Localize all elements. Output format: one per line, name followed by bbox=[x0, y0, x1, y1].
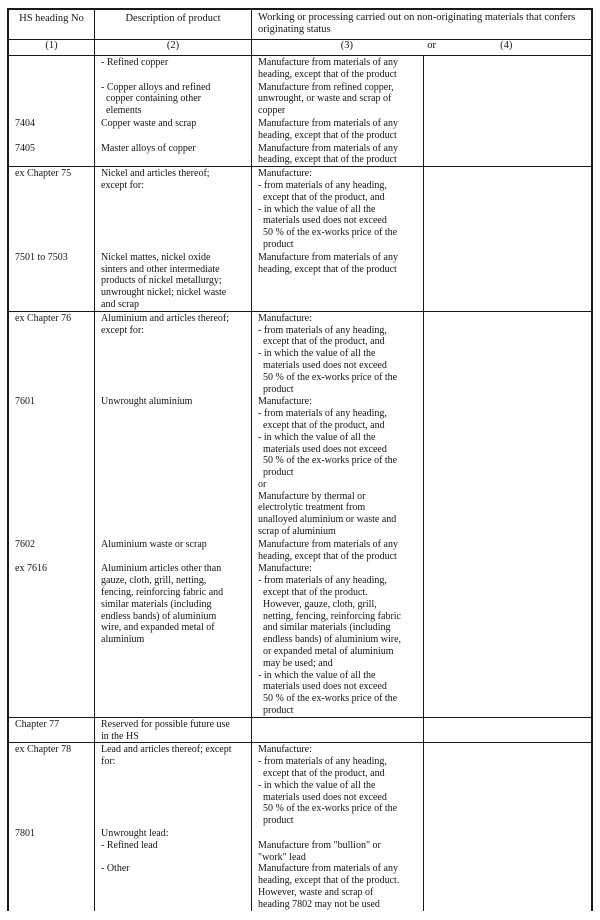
working-processing-cell bbox=[252, 56, 424, 81]
description-cell bbox=[95, 395, 252, 538]
text-line: copper bbox=[258, 105, 286, 117]
description-cell bbox=[95, 562, 252, 716]
working-processing-cell bbox=[252, 167, 424, 251]
text-line: - from materials of any heading, bbox=[258, 324, 387, 336]
column-4-cell bbox=[424, 142, 591, 167]
hs-heading-cell: Chapter 77 bbox=[9, 718, 95, 743]
table-row bbox=[9, 718, 591, 743]
text-line: products of nickel metallurgy; bbox=[101, 275, 222, 287]
column-4-cell bbox=[424, 312, 591, 396]
column-4-cell bbox=[424, 562, 591, 716]
table-section bbox=[9, 742, 591, 910]
text-line: product bbox=[258, 815, 294, 827]
column-4-cell bbox=[424, 81, 591, 117]
table-row bbox=[9, 251, 591, 311]
text-line: unwrought nickel; nickel waste bbox=[101, 287, 227, 299]
table-section bbox=[9, 166, 591, 311]
text-line: Copper waste and scrap bbox=[101, 117, 197, 129]
table-row bbox=[9, 743, 591, 827]
text-line: - in which the value of all the bbox=[258, 431, 376, 443]
text-line: heading, except that of the product. bbox=[258, 875, 400, 887]
hs-heading-cell: 7601 bbox=[9, 395, 95, 538]
text-line: heading, except that of the product bbox=[258, 154, 397, 166]
working-processing-cell bbox=[252, 827, 424, 911]
column-number-3: (3) bbox=[340, 40, 354, 51]
text-line: - from materials of any heading, bbox=[258, 575, 387, 587]
text-line: unalloyed aluminium or waste and bbox=[258, 514, 397, 526]
text-line: scrap of aluminium bbox=[258, 526, 336, 538]
text-line: heading, except that of the product bbox=[258, 263, 397, 275]
header-description-of-product: Description of product bbox=[95, 10, 252, 39]
text-line: Nickel mattes, nickel oxide bbox=[101, 251, 211, 263]
table-body bbox=[9, 56, 591, 911]
text-line: except that of the product. bbox=[258, 587, 368, 599]
description-cell bbox=[95, 743, 252, 827]
description-cell bbox=[95, 718, 252, 743]
text-line: Manufacture from materials of any bbox=[258, 57, 398, 68]
text-line: except for: bbox=[101, 324, 145, 336]
description-cell bbox=[95, 117, 252, 142]
text-line: fencing, reinforcing fabric and bbox=[101, 587, 224, 599]
text-line: Master alloys of copper bbox=[101, 142, 196, 154]
table-row bbox=[9, 562, 591, 716]
table-row bbox=[9, 81, 591, 117]
text-line: heading, except that of the product bbox=[258, 68, 397, 80]
working-processing-cell bbox=[252, 142, 424, 167]
working-processing-cell bbox=[252, 251, 424, 311]
text-line: except that of the product, and bbox=[258, 419, 385, 431]
text-line: - in which the value of all the bbox=[258, 203, 376, 215]
text-line: 50 % of the ex-works price of the bbox=[258, 455, 398, 467]
column-4-cell bbox=[424, 538, 591, 563]
text-line: Aluminium and articles thereof; bbox=[101, 312, 230, 324]
table-section bbox=[9, 311, 591, 717]
working-processing-cell bbox=[252, 743, 424, 827]
table-row bbox=[9, 395, 591, 538]
text-line: Manufacture from materials of any bbox=[258, 142, 398, 154]
column-number-2: (2) bbox=[95, 40, 252, 55]
text-line: heading 7802 may not be used bbox=[258, 898, 380, 910]
text-line: 50 % of the ex-works price of the bbox=[258, 803, 398, 815]
text-line bbox=[101, 852, 247, 864]
origin-rules-table bbox=[7, 8, 593, 911]
text-line: materials used does not exceed bbox=[258, 215, 387, 227]
column-4-cell bbox=[424, 56, 591, 81]
text-line: copper containing other bbox=[101, 93, 201, 105]
working-processing-cell bbox=[252, 562, 424, 716]
column-4-cell bbox=[424, 743, 591, 827]
text-line: aluminium bbox=[101, 634, 145, 646]
text-line: - Refined copper bbox=[101, 57, 169, 68]
text-line: Manufacture: bbox=[258, 168, 312, 180]
working-processing-cell bbox=[252, 117, 424, 142]
text-line: Manufacture from materials of any bbox=[258, 538, 398, 550]
header-hs-heading-no: HS heading No bbox=[9, 10, 95, 39]
text-line: similar materials (including bbox=[101, 598, 212, 610]
column-number-1: (1) bbox=[9, 40, 95, 55]
column-4-cell bbox=[424, 117, 591, 142]
text-line: - in which the value of all the bbox=[258, 779, 376, 791]
text-line: except that of the product, and bbox=[258, 336, 385, 348]
table-row bbox=[9, 117, 591, 142]
text-line: heading, except that of the product bbox=[258, 550, 397, 562]
table-section bbox=[9, 717, 591, 743]
text-line: materials used does not exceed bbox=[258, 681, 387, 693]
text-line: Manufacture from materials of any bbox=[258, 117, 398, 129]
text-line: unwrought, or waste and scrap of bbox=[258, 93, 392, 105]
table-row bbox=[9, 312, 591, 396]
description-cell bbox=[95, 167, 252, 251]
text-line: endless bands) of aluminium wire, bbox=[258, 634, 402, 646]
column-number-or: or bbox=[427, 40, 437, 51]
working-processing-cell bbox=[252, 395, 424, 538]
description-cell bbox=[95, 538, 252, 563]
text-line: except that of the product, and bbox=[258, 768, 385, 780]
description-cell bbox=[95, 56, 252, 81]
text-line: and similar materials (including bbox=[258, 622, 391, 634]
text-line: Aluminium articles other than bbox=[101, 563, 222, 575]
text-line: Manufacture: bbox=[258, 396, 312, 408]
text-line: or expanded metal of aluminium bbox=[258, 646, 394, 658]
text-line: Manufacture from materials of any bbox=[258, 863, 398, 875]
text-line: Manufacture: bbox=[258, 744, 312, 756]
column-number-3-4 bbox=[252, 40, 591, 55]
text-line: product bbox=[258, 705, 294, 717]
table-row bbox=[9, 167, 591, 251]
text-line: - from materials of any heading, bbox=[258, 408, 387, 420]
text-line: Unwrought aluminium bbox=[101, 396, 193, 408]
text-line: for: bbox=[101, 756, 116, 768]
table-row bbox=[9, 827, 591, 911]
text-line: wire, and expanded metal of bbox=[101, 622, 215, 634]
text-line: - in which the value of all the bbox=[258, 348, 376, 360]
text-line: Unwrought lead: bbox=[101, 828, 169, 839]
text-line: may be used; and bbox=[258, 657, 333, 669]
table-header-row bbox=[9, 10, 591, 40]
text-line: except for: bbox=[101, 179, 145, 191]
column-number-4: (4) bbox=[500, 40, 513, 51]
column-4-cell bbox=[424, 827, 591, 911]
text-line: - from materials of any heading, bbox=[258, 179, 387, 191]
column-4-cell bbox=[424, 718, 591, 743]
text-line: in the HS bbox=[101, 730, 139, 742]
text-line: Lead and articles thereof; except bbox=[101, 744, 232, 756]
text-line: heading, except that of the product bbox=[258, 129, 397, 141]
text-line: Aluminium waste or scrap bbox=[101, 538, 207, 550]
text-line: product bbox=[258, 383, 294, 395]
text-line: Manufacture from materials of any bbox=[258, 251, 398, 263]
text-line: materials used does not exceed bbox=[258, 791, 387, 803]
table-row bbox=[9, 538, 591, 563]
table-section bbox=[9, 56, 591, 166]
text-line: Manufacture from refined copper, bbox=[258, 81, 394, 93]
description-cell bbox=[95, 312, 252, 396]
description-cell bbox=[95, 251, 252, 311]
column-number-row bbox=[9, 40, 591, 56]
text-line: endless bands) of aluminium bbox=[101, 610, 217, 622]
text-line: or bbox=[258, 478, 267, 490]
text-line: materials used does not exceed bbox=[258, 443, 387, 455]
hs-heading-cell: ex Chapter 75 bbox=[9, 167, 95, 251]
table-row bbox=[9, 142, 591, 167]
hs-heading-cell bbox=[9, 81, 95, 117]
hs-heading-cell: 7801 bbox=[9, 827, 95, 911]
text-line: except that of the product, and bbox=[258, 191, 385, 203]
hs-heading-cell bbox=[9, 56, 95, 81]
text-line: Manufacture by thermal or bbox=[258, 490, 366, 502]
text-line: and scrap bbox=[101, 298, 140, 310]
text-line: - Refined lead bbox=[101, 839, 158, 851]
text-line: 50 % of the ex-works price of the bbox=[258, 371, 398, 383]
description-cell bbox=[95, 827, 252, 911]
description-cell bbox=[95, 142, 252, 167]
description-cell bbox=[95, 81, 252, 117]
text-line: - Copper alloys and refined bbox=[101, 81, 211, 93]
text-line bbox=[258, 828, 419, 840]
text-line: product bbox=[258, 467, 294, 479]
text-line: netting, fencing, reinforcing fabric bbox=[258, 610, 401, 622]
text-line: gauze, cloth, grill, netting, bbox=[101, 575, 207, 587]
column-4-cell bbox=[424, 395, 591, 538]
text-line: materials used does not exceed bbox=[258, 359, 387, 371]
hs-heading-cell: 7602 bbox=[9, 538, 95, 563]
text-line: Nickel and articles thereof; bbox=[101, 168, 210, 180]
text-line: Working or processing carried out on non-originating materials that confers bbox=[258, 12, 576, 23]
text-line: - Other bbox=[101, 863, 130, 875]
text-line: - from materials of any heading, bbox=[258, 756, 387, 768]
text-line: 50 % of the ex-works price of the bbox=[258, 693, 398, 705]
header-working-or-processing bbox=[252, 10, 591, 39]
hs-heading-cell: 7404 bbox=[9, 117, 95, 142]
hs-heading-cell: ex Chapter 76 bbox=[9, 312, 95, 396]
text-line: Manufacture from "bullion" or bbox=[258, 839, 381, 851]
working-processing-cell bbox=[252, 538, 424, 563]
text-line: Manufacture: bbox=[258, 563, 312, 575]
hs-heading-cell: 7405 bbox=[9, 142, 95, 167]
text-line: electrolytic treatment from bbox=[258, 502, 366, 514]
text-line: However, waste and scrap of bbox=[258, 886, 374, 898]
text-line: 50 % of the ex-works price of the bbox=[258, 227, 398, 239]
text-line: - in which the value of all the bbox=[258, 669, 376, 681]
text-line: However, gauze, cloth, grill, bbox=[258, 598, 377, 610]
column-4-cell bbox=[424, 167, 591, 251]
working-processing-cell bbox=[252, 81, 424, 117]
text-line: Manufacture: bbox=[258, 312, 312, 324]
text-line: sinters and other intermediate bbox=[101, 263, 220, 275]
working-processing-cell bbox=[252, 312, 424, 396]
hs-heading-cell: ex Chapter 78 bbox=[9, 743, 95, 827]
table-row bbox=[9, 56, 591, 81]
text-line: Reserved for possible future use bbox=[101, 718, 230, 730]
text-line: elements bbox=[101, 105, 142, 117]
text-line: originating status bbox=[258, 23, 331, 35]
hs-heading-cell: 7501 to 7503 bbox=[9, 251, 95, 311]
working-processing-cell bbox=[252, 718, 424, 743]
text-line: product bbox=[258, 238, 294, 250]
text-line: "work" lead bbox=[258, 851, 306, 863]
hs-heading-cell: ex 7616 bbox=[9, 562, 95, 716]
column-4-cell bbox=[424, 251, 591, 311]
